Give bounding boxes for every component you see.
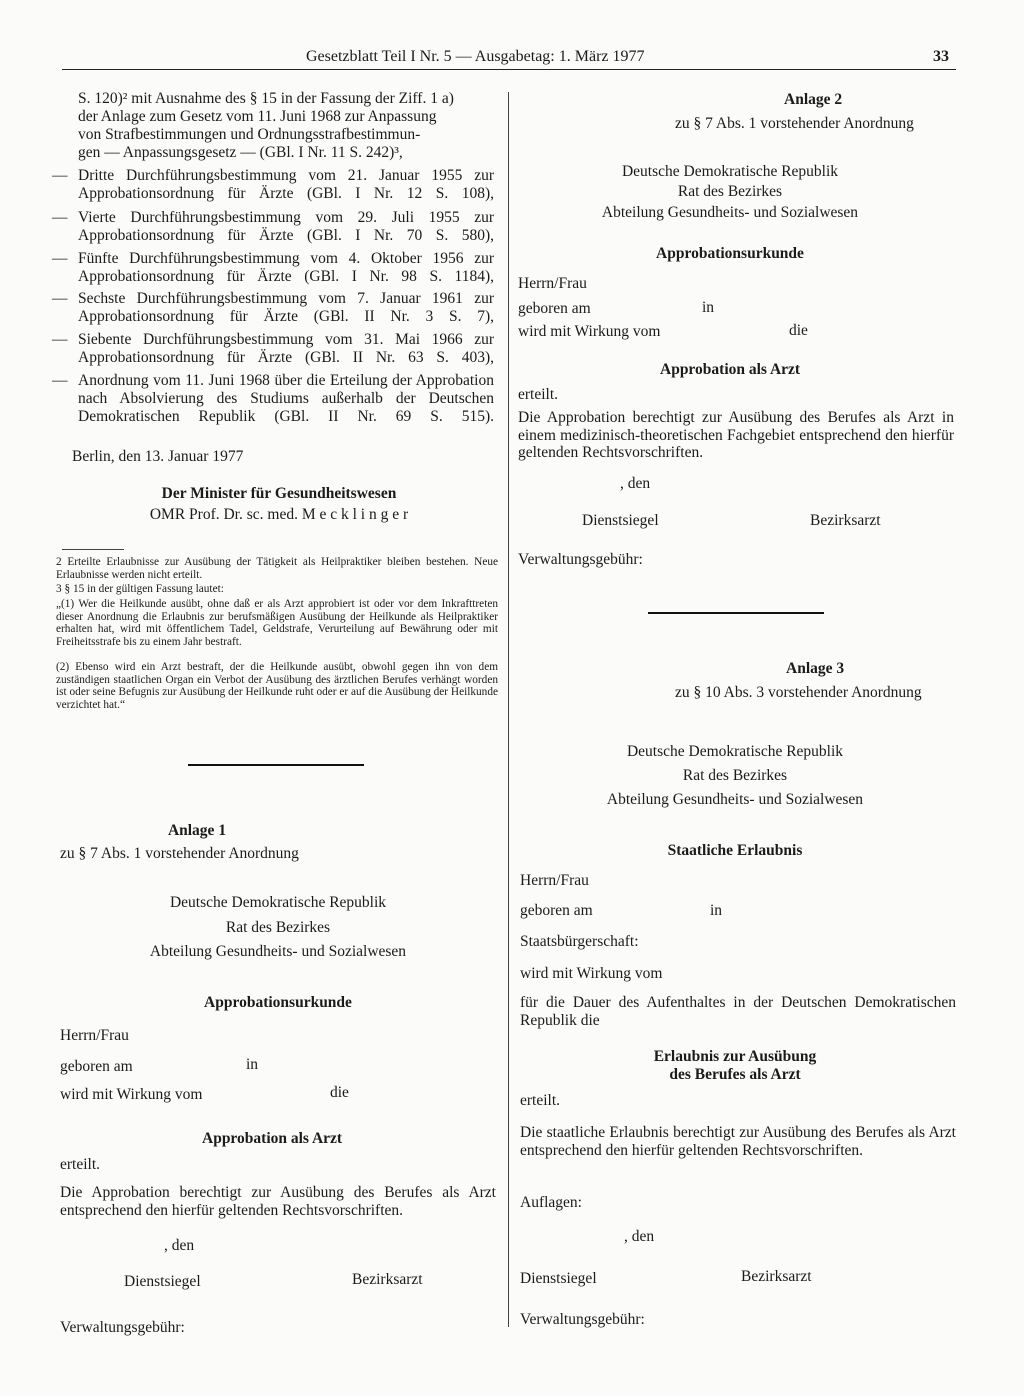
anlage-title: Anlage 3 xyxy=(786,660,845,677)
stay-duration-text: für die Dauer des Aufenthaltes in der Deutschen Demokratischen Republik die xyxy=(520,994,956,1029)
issuer-department: Abteilung Gesundheits- und Sozialwesen xyxy=(606,791,864,808)
form-label-name: Herrn/Frau xyxy=(518,275,587,292)
list-dash: — xyxy=(52,209,68,226)
seal-label: Dienstsiegel xyxy=(124,1273,201,1290)
form-label-citizenship: Staatsbürgerschaft: xyxy=(520,933,639,950)
form-label-birthplace: in xyxy=(246,1056,259,1073)
place-date: Berlin, den 13. Januar 1977 xyxy=(72,448,244,465)
anlage-reference: zu § 7 Abs. 1 vorstehender Anordnung xyxy=(60,845,299,862)
anlage-title: Anlage 2 xyxy=(784,91,843,108)
signature: OMR Prof. Dr. sc. med. M e c k l i n g e r xyxy=(149,506,409,523)
list-item-text: Vierte Durchführungsbestimmung vom 29. Juli 1955 zur Approbationsordnung für Ärzte (GBl. I Nr. 70 S. 580), xyxy=(78,209,494,244)
list-item-text: Dritte Durchführungsbestimmung vom 21. Januar 1955 zur Approbationsordnung für Ärzte (GBl. I Nr. 12 S. 108), xyxy=(78,167,494,202)
document-title: Approbationsurkunde xyxy=(204,994,352,1011)
footnote-rule xyxy=(62,549,124,550)
form-label-name: Herrn/Frau xyxy=(60,1027,129,1044)
issuer-council: Rat des Bezirkes xyxy=(682,767,788,784)
fee-label: Verwaltungsgebühr: xyxy=(518,551,643,568)
list-dash: — xyxy=(52,331,68,348)
header-rule xyxy=(62,69,956,70)
list-dash: — xyxy=(52,167,68,184)
issued-text: erteilt. xyxy=(518,386,559,403)
form-label-birthplace: in xyxy=(702,299,715,316)
fee-label: Verwaltungsgebühr: xyxy=(520,1311,645,1328)
text-line: gen — Anpassungsgesetz — (GBl. I Nr. 11 S. 242)³, xyxy=(78,144,403,161)
list-dash: — xyxy=(52,372,68,389)
form-label-birthdate: geboren am xyxy=(520,902,593,919)
issuer-council: Rat des Bezirkes xyxy=(677,183,783,200)
footnote-3: 3 § 15 in der gültigen Fassung lautet: xyxy=(56,583,224,595)
list-item-text: Sechste Durchführungsbestimmung vom 7. Januar 1961 zur Approbationsordnung für Ärzte (GBl. II Nr. 3 S. 7), xyxy=(78,290,494,325)
list-dash: — xyxy=(52,250,68,267)
district-doctor-label: Bezirksarzt xyxy=(352,1271,423,1288)
approbation-title: Approbation als Arzt xyxy=(660,361,801,378)
fee-label: Verwaltungsgebühr: xyxy=(60,1319,185,1336)
issuer-state: Deutsche Demokratische Republik xyxy=(621,163,839,180)
authorization-text: Die Approbation berechtigt zur Ausübung des Berufes als Arzt in einem medizinisch-theoretischen Fachgebiet entsprechend den hierfür geltenden Rechtsvorschriften. xyxy=(518,409,954,461)
date-placeholder: , den xyxy=(620,475,651,492)
date-placeholder: , den xyxy=(624,1228,655,1245)
column-divider xyxy=(508,92,509,1327)
authorization-text: Die Approbation berechtigt zur Ausübung des Berufes als Arzt entsprechend den hierfür geltenden Rechtsvorschriften. xyxy=(60,1184,496,1219)
form-label-name: Herrn/Frau xyxy=(520,872,589,889)
issued-text: erteilt. xyxy=(520,1092,561,1109)
seal-label: Dienstsiegel xyxy=(582,512,659,529)
list-item-text: Anordnung vom 11. Juni 1968 über die Erteilung der Approbation nach Absolvierung des Studiums außerhalb der Deutschen Demokratischen Republik (GBl. II Nr. 69 S. 515). xyxy=(78,372,494,425)
form-label-article: die xyxy=(789,322,808,339)
anlage-reference: zu § 10 Abs. 3 vorstehender Anordnung xyxy=(675,684,922,701)
minister-title: Der Minister für Gesundheitswesen xyxy=(161,485,397,502)
seal-label: Dienstsiegel xyxy=(520,1270,597,1287)
footnote-3-para-2: (2) Ebenso wird ein Arzt bestraft, der die Heilkunde ausübt, obwohl gegen ihn von dem zuständigen staatlichen Organ ein Verbot der Ausübung des ärztlichen Berufes verhängt worden ist oder seine Befugnis zur Ausübung der Heilkunde ruht oder er auf die Ausübung der Heilkunde verzichtet hat.“ xyxy=(56,661,498,712)
issuer-department: Abteilung Gesundheits- und Sozialwesen xyxy=(601,204,859,221)
form-label-article: die xyxy=(330,1084,349,1101)
page-number: 33 xyxy=(933,48,949,65)
text-line: der Anlage zum Gesetz vom 11. Juni 1968 zur Anpassung xyxy=(78,108,437,125)
approbation-title: Approbation als Arzt xyxy=(202,1130,343,1147)
issuer-state: Deutsche Demokratische Republik xyxy=(169,894,387,911)
conditions-label: Auflagen: xyxy=(520,1194,582,1211)
anlage-reference: zu § 7 Abs. 1 vorstehender Anordnung xyxy=(675,115,914,132)
permission-title-line-2: des Berufes als Arzt xyxy=(669,1066,801,1083)
footnote-2: 2 Erteilte Erlaubnisse zur Ausübung der Tätigkeit als Heilpraktiker bleiben bestehen. Neue Erlaubnisse werden nicht erteilt. xyxy=(56,556,498,581)
text-line: von Strafbestimmungen und Ordnungsstrafbestimmun- xyxy=(78,126,421,143)
form-label-birthplace: in xyxy=(710,902,723,919)
form-label-birthdate: geboren am xyxy=(518,300,591,317)
list-item-text: Siebente Durchführungsbestimmung vom 31. Mai 1966 zur Approbationsordnung für Ärzte (GBl. II Nr. 63 S. 403), xyxy=(78,331,494,366)
district-doctor-label: Bezirksarzt xyxy=(741,1268,812,1285)
issuer-department: Abteilung Gesundheits- und Sozialwesen xyxy=(149,943,407,960)
anlage-title: Anlage 1 xyxy=(167,822,227,839)
form-label-effective: wird mit Wirkung vom xyxy=(518,323,661,340)
footnote-3-para-1: „(1) Wer die Heilkunde ausübt, ohne daß er als Arzt approbiert ist oder vor dem Inkrafttreten dieser Anordnung die Erlaubnis zur berufsmäßigen Ausübung der Heilkunde als Heilpraktiker erhalten hat, wird mit öffentlichem Tadel, Geldstrafe, Verurteilung auf Bewährung oder mit Freiheitsstrafe bis zu einem Jahr bestraft. xyxy=(56,598,498,649)
permission-title-line-1: Erlaubnis zur Ausübung xyxy=(653,1048,817,1065)
document-title: Staatliche Erlaubnis xyxy=(667,842,803,859)
form-label-birthdate: geboren am xyxy=(60,1058,133,1075)
authorization-text: Die staatliche Erlaubnis berechtigt zur Ausübung des Berufes als Arzt entsprechend den hierfür geltenden Rechtsvorschriften. xyxy=(520,1124,956,1159)
document-title: Approbationsurkunde xyxy=(656,245,804,262)
text-line: S. 120)² mit Ausnahme des § 15 in der Fassung der Ziff. 1 a) xyxy=(78,90,454,107)
list-dash: — xyxy=(52,290,68,307)
issuer-state: Deutsche Demokratische Republik xyxy=(626,743,844,760)
section-separator xyxy=(188,764,364,766)
running-title: Gesetzblatt Teil I Nr. 5 — Ausgabetag: 1. März 1977 xyxy=(306,48,645,65)
date-placeholder: , den xyxy=(164,1237,195,1254)
issuer-council: Rat des Bezirkes xyxy=(225,919,331,936)
form-label-effective: wird mit Wirkung vom xyxy=(60,1086,203,1103)
form-label-effective: wird mit Wirkung vom xyxy=(520,965,663,982)
district-doctor-label: Bezirksarzt xyxy=(810,512,881,529)
issued-text: erteilt. xyxy=(60,1156,101,1173)
list-item-text: Fünfte Durchführungsbestimmung vom 4. Oktober 1956 zur Approbationsordnung für Ärzte (GBl. I Nr. 98 S. 1184), xyxy=(78,250,494,285)
section-separator xyxy=(648,612,824,614)
